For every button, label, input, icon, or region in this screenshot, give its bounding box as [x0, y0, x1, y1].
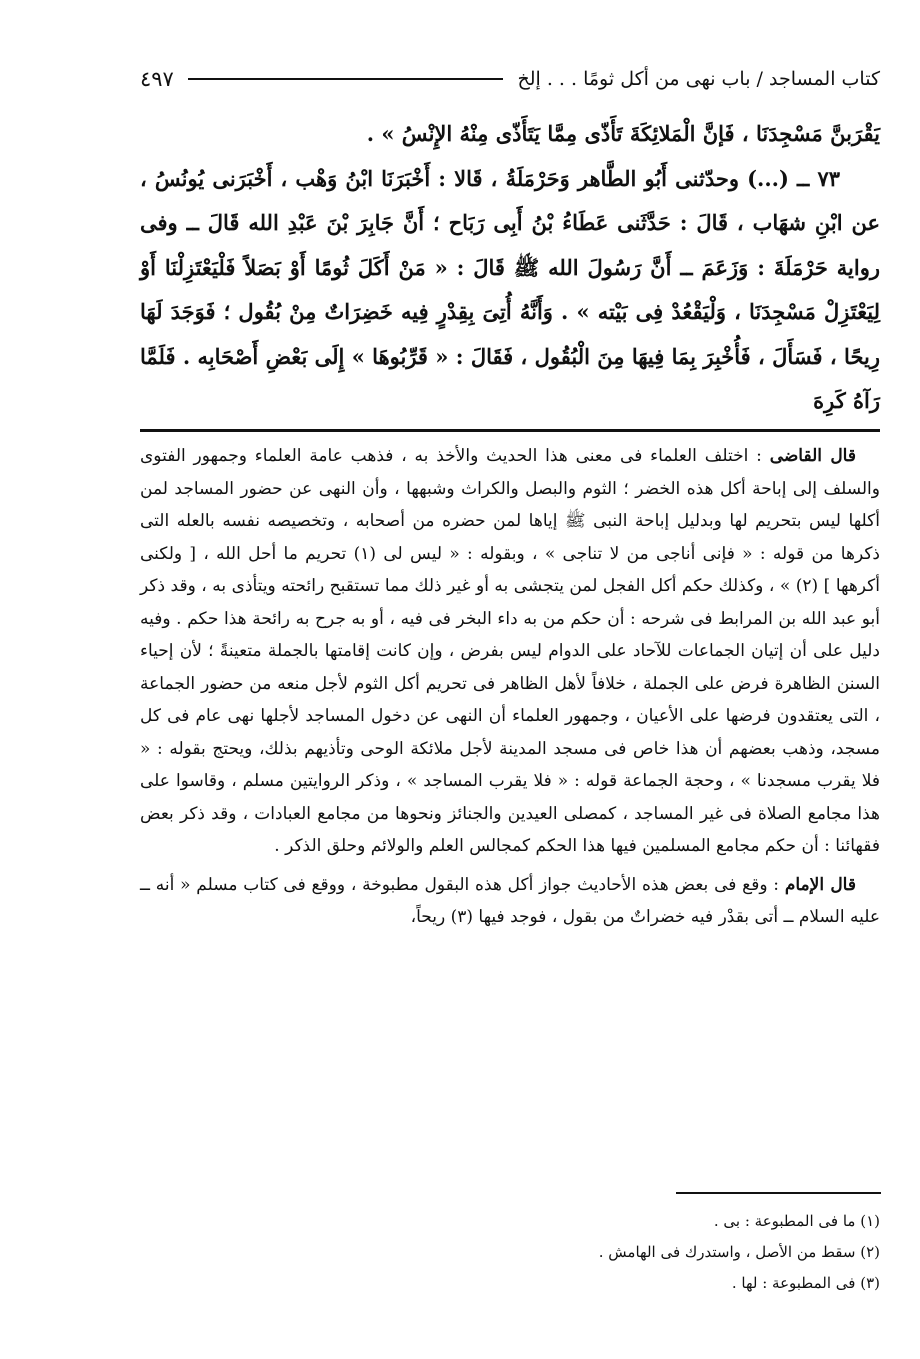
paragraph-text: : وقع فى بعض هذه الأحاديث جواز أكل هذه البقول مطبوخة ، ووقع فى كتاب مسلم « أنه ــ عليه السلام ــ أتى بقدْر فيه خضراتٌ من بقول ، فوجد فيها (٣) ريحاً، [140, 874, 880, 927]
commentary-divider [140, 429, 880, 432]
speaker-label: قال القاضى [769, 446, 856, 466]
running-title: كتاب المساجد / باب نهى من أكل ثومًا . . . إلخ [517, 68, 880, 90]
hadith-text [140, 112, 880, 424]
header-rule [188, 78, 504, 80]
speaker-label: قال الإمام [784, 874, 856, 895]
footnote: (٢) سقط من الأصل ، واستدرك فى الهامش . [598, 1243, 880, 1261]
commentary-paragraph-imam [140, 869, 880, 934]
footnote: (١) ما فى المطبوعة : بى . [713, 1212, 880, 1230]
footnote-divider [676, 1192, 881, 1194]
page-number: ٤٩٧ [140, 67, 174, 91]
commentary-paragraph-qadi [140, 440, 880, 863]
paragraph-text: : اختلف العلماء فى معنى هذا الحديث والأخذ به ، فذهب عامة العلماء وجمهور الفتوى والسلف إلى إباحة أكل هذه الخضر ؛ الثوم والبصل والكراث وشبهها ، وأن النهى عن حضور المساجد لمن أكلها ليس بتحريم لها وبدليل إباحة النبى ﷺ إياها لمن حضره من أصحابه ، وتخصيصه نفسه بالعله التى ذكرها من قوله : « فإنى أناجى من لا تناجى » ، وبقوله : « ليس لى (١) تحريم ما أحل الله ، [ ولكنى أكرهها ] (٢) » ، وكذلك حكم أكل الفجل لمن يتجشى به أو غير ذلك مما تستقبح رائحته ويتأذى به ، وقد ذكر أبو عبد الله بن المرابط فى شرحه : أن حكم من به داء البخر فى فيه ، أو به جرح به رائحة هذا حكم . وفيه دليل على أن إتيان الجماعات للآحاد على الدوام ليس بفرض ، وإن كانت إقامتها بالجملة متعينةً ؛ لأن إحياء السنن الظاهرة فرض على الجملة ، خلافاً لأهل الظاهر فى تحريم أكل الثوم لأجل منعه من حضور الجماعة ، التى يعتقدون فرضها على الأعيان ، وجمهور العلماء أن النهى عن دخول المساجد لأجلها نهى عام فى كل مسجد، وذهب بعضهم أن هذا خاص فى مسجد المدينة لأجل ملائكة الوحى وتأذيهم بذلك، ويحتج بقوله : « فلا يقرب مسجدنا » ، وحجة الجماعة قوله : « فلا يقرب المساجد » ، وذكر الروايتين مسلم ، وقاسوا على هذا مجامع الصلاة فى غير المساجد ، كمصلى العيدين والجنائز ونحوها من مجامع العبادات ، وقد ذكر بعض فقهائنا : أن حكم مجامع المسلمين فيها هذا الحكم كمجالس العلم والولائم وحلق الذكر . [140, 446, 880, 856]
footnote: (٣) فى المطبوعة : لها . [731, 1274, 880, 1292]
page-header [140, 62, 880, 96]
footnotes [140, 1206, 880, 1299]
commentary [140, 440, 880, 940]
hadith-paragraph: ٧٣ ــ (...) وحدّثنى أَبُو الطَّاهر وَحَرْمَلَةُ ، قَالا : أَخْبَرَنَا ابْنُ وَهْب ، أَخْبَرَنى يُونُسُ ، عن ابْنِ شهَاب ، قَالَ : حَدَّثَنى عَطَاءُ بْنُ أَبِى رَبَاح ؛ أَنَّ جَابِرَ بْنَ عَبْدِ الله قَالَ ــ وفى رواية حَرْمَلَةَ : وَزَعَمَ ــ أَنَّ رَسُولَ الله ﷺ قَالَ : « مَنْ أَكَلَ ثُومًا أَوْ بَصَلاً فَلْيَعْتَزِلْنَا أَوْ لِيَعْتَزِلْ مَسْجِدَنَا ، وَلْيَقْعُدْ فِى بَيْته » . وَأَنَّهُ أُتِىَ بِقِدْرٍ فِيه خَضِرَاتٌ مِنْ بُقُول ؛ فَوَجَدَ لَهَا رِيحًا ، فَسَأَلَ ، فَأُخْبِرَ بِمَا فِيهَا مِنَ الْبُقُول ، فَقَالَ : « قَرِّبُوهَا » إِلَى بَعْضِ أَصْحَابِه . فَلَمَّا رَآهُ كَرِهَ [140, 165, 880, 413]
hadith-continuation: يَقْرَبنَّ مَسْجِدَنَا ، فَإنَّ الْمَلائِكَةَ تَأَذّى مِمَّا يَتَأَذّى مِنْهُ الإِنْسُ » . [366, 121, 880, 146]
